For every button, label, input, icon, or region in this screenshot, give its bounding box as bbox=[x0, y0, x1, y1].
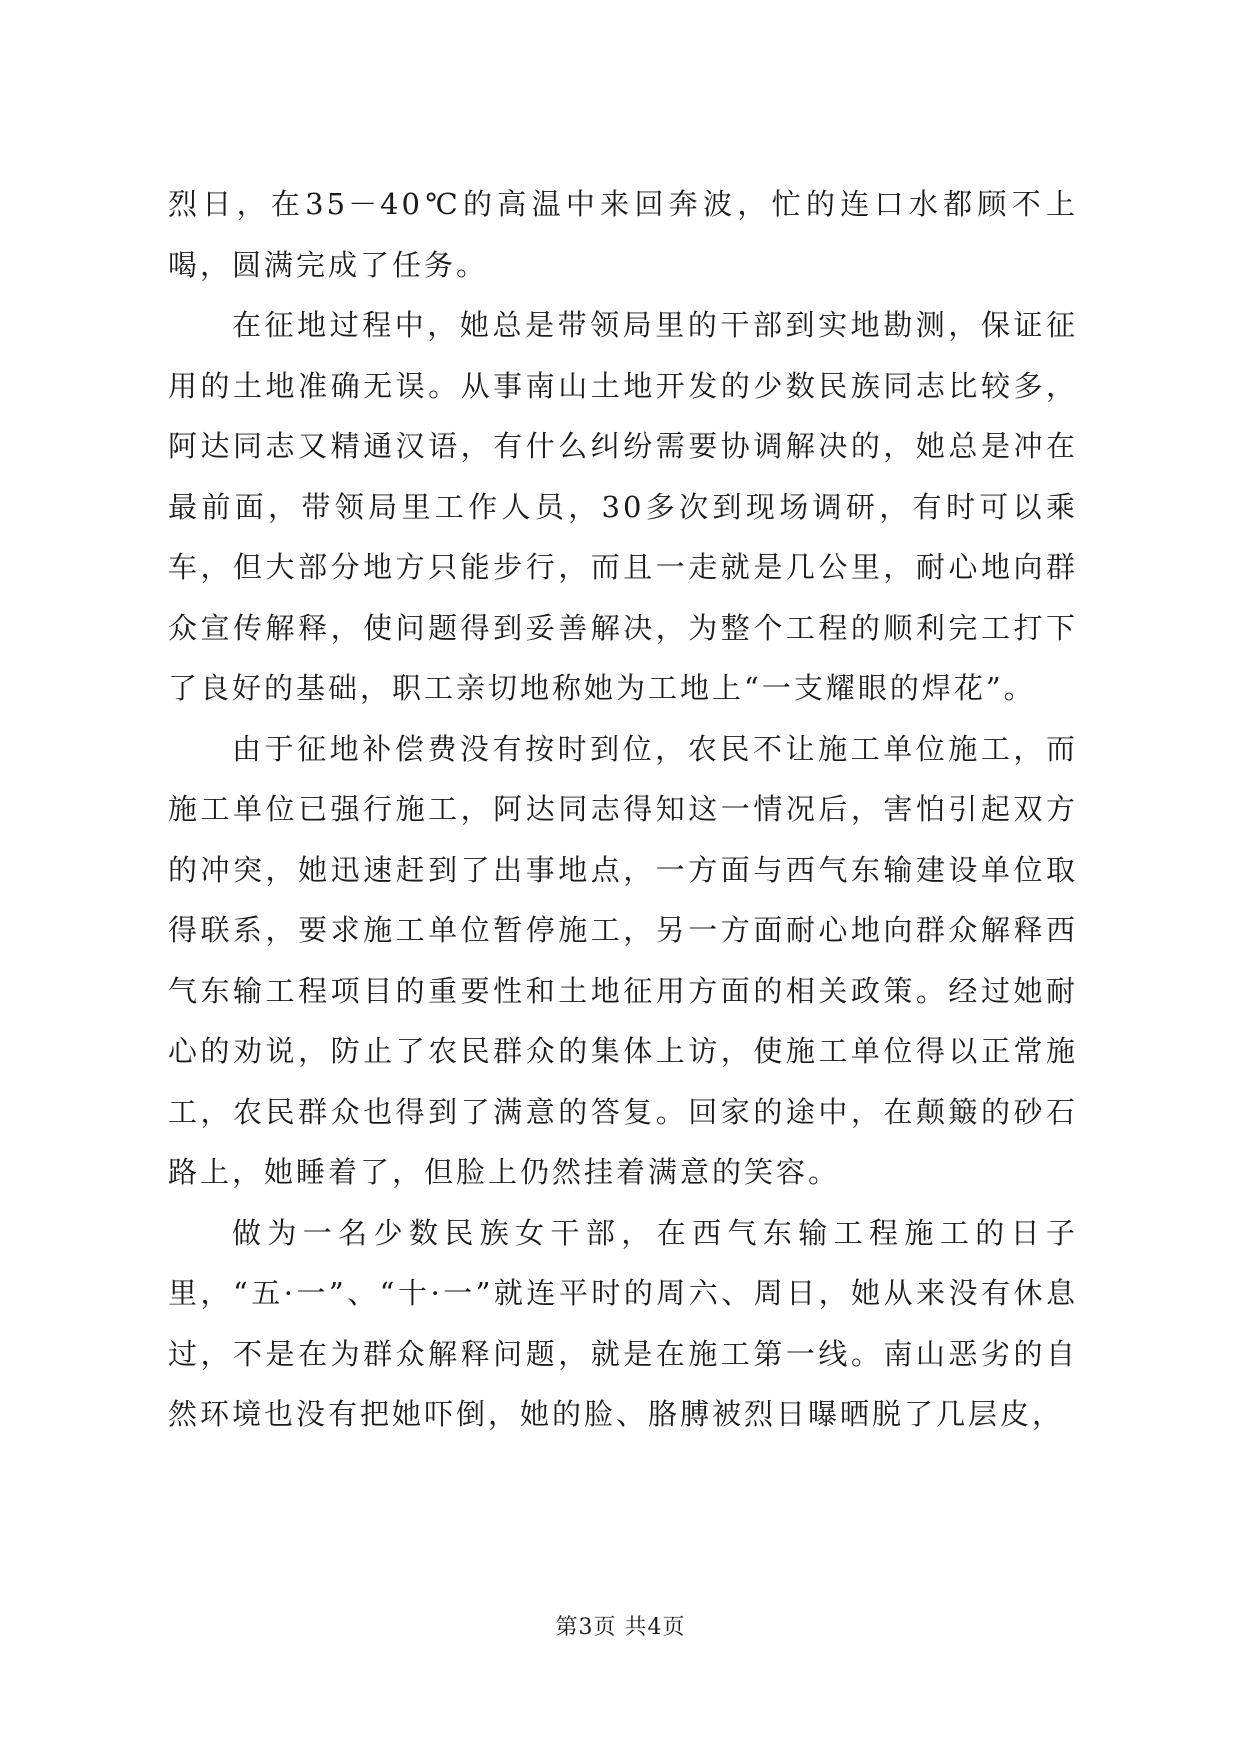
paragraph-land-survey: 在征地过程中，她总是带领局里的干部到实地勘测，保证征用的土地准确无误。从事南山土地开发的少数民族同志比较多，阿达同志又精通汉语，有什么纠纷需要协调解决的，她总是冲在最前面，带领局里工作人员，30多次到现场调研，有时可以乘车，但大部分地方只能步行，而且一走就是几公里，耐心地向群众宣传解释，使问题得到妥善解决，为整个工程的顺利完工打下了良好的基础，职工亲切地称她为工地上“一支耀眼的焊花”。 bbox=[168, 308, 1078, 705]
page-number: 第3页 共4页 bbox=[555, 1615, 686, 1640]
document-body bbox=[168, 174, 1078, 1445]
paragraph-dedication: 做为一名少数民族女干部，在西气东输工程施工的日子里，“五·一”、“十·一”就连平时的周六、周日，她从来没有休息过，不是在为群众解释问题，就是在施工第一线。南山恶劣的自然环境也没有把她吓倒，她的脸、胳膊被烈日曝晒脱了几层皮， bbox=[168, 1215, 1078, 1431]
page-footer bbox=[0, 1610, 1241, 1641]
paragraph-continuation: 烈日，在35－40℃的高温中来回奔波，忙的连口水都顾不上喝，圆满完成了任务。 bbox=[168, 187, 1078, 282]
paragraph-compensation-dispute: 由于征地补偿费没有按时到位，农民不让施工单位施工，而施工单位已强行施工，阿达同志得知这一情况后，害怕引起双方的冲突，她迅速赶到了出事地点，一方面与西气东输建设单位取得联系，要求施工单位暂停施工，另一方面耐心地向群众解释西气东输工程项目的重要性和土地征用方面的相关政策。经过她耐心的劝说，防止了农民群众的集体上访，使施工单位得以正常施工，农民群众也得到了满意的答复。回家的途中，在颠簸的砂石路上，她睡着了，但脸上仍然挂着满意的笑容。 bbox=[168, 731, 1078, 1189]
